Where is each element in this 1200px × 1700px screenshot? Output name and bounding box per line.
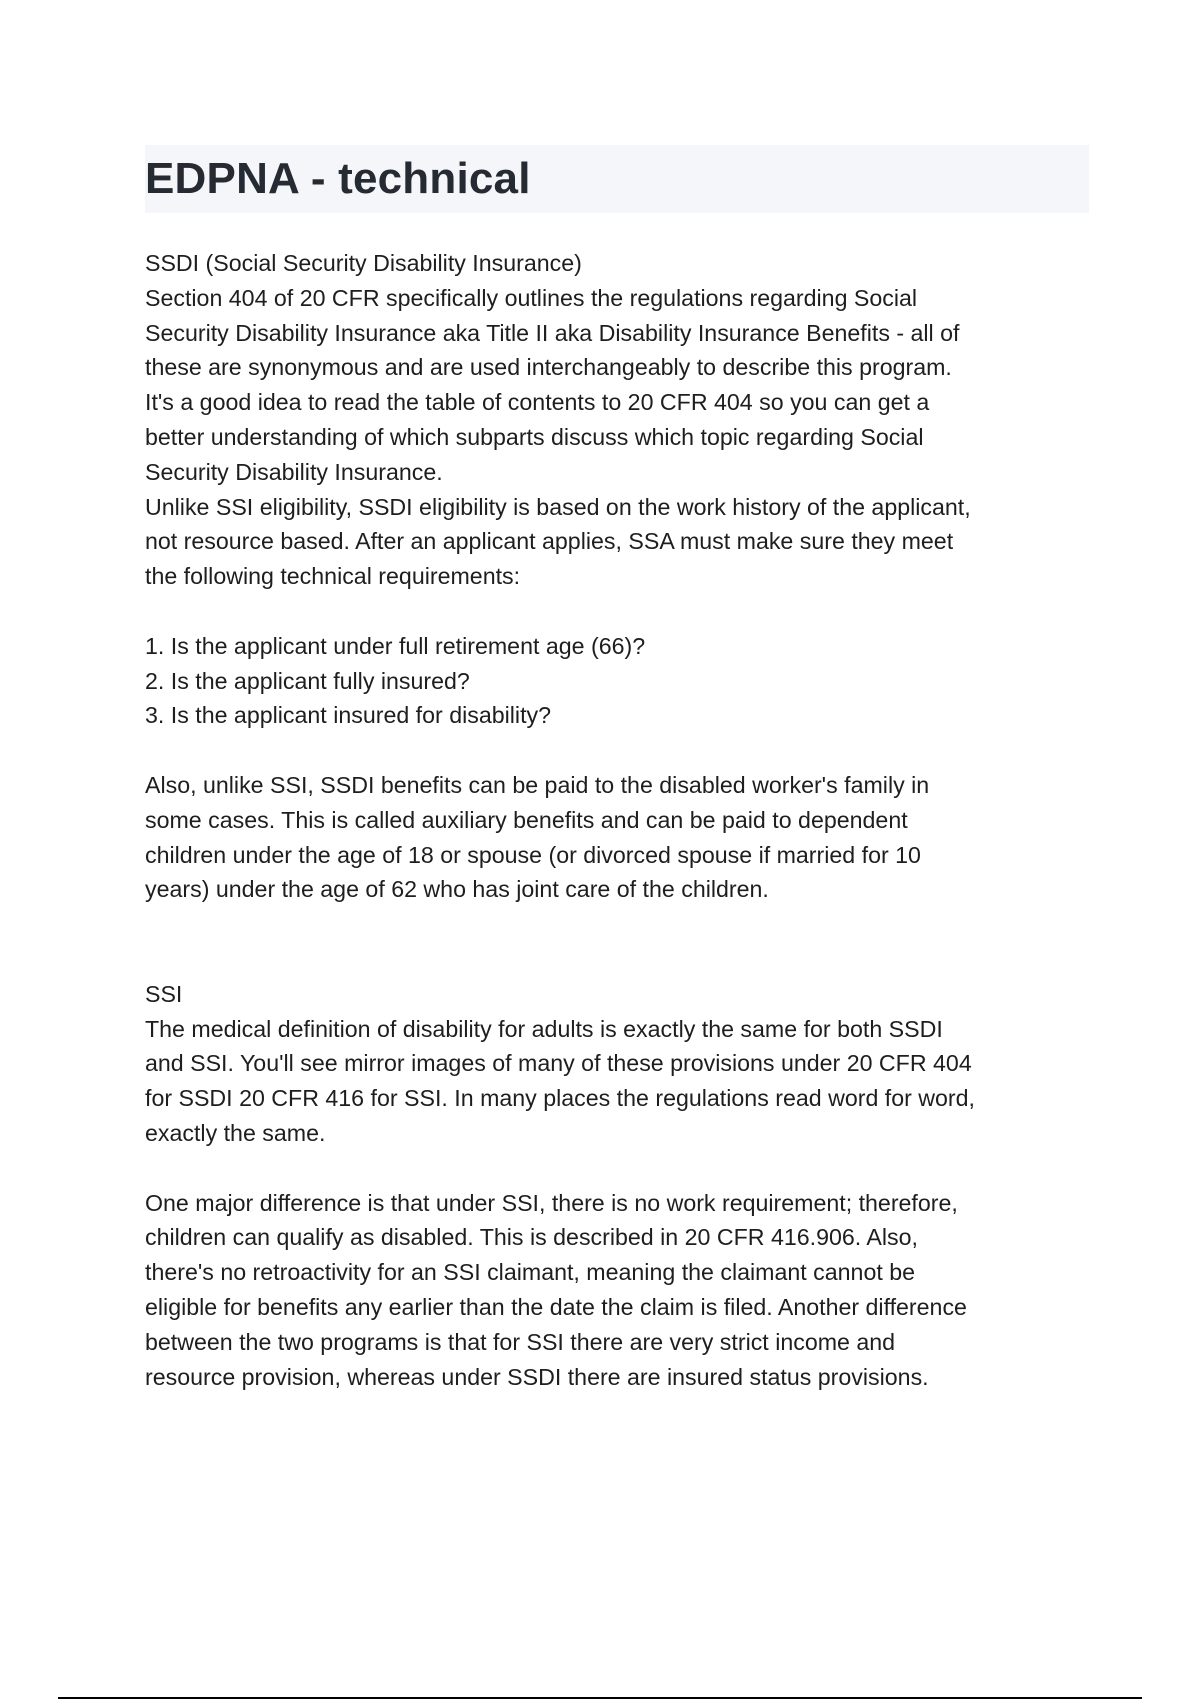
footer-divider bbox=[58, 1697, 1142, 1699]
ssdi-para1-line: Security Disability Insurance aka Title II aka Disability Insurance Benefits - all of bbox=[145, 319, 960, 346]
ssdi-para2-line: Unlike SSI eligibility, SSDI eligibility is based on the work history of the applicant, bbox=[145, 493, 971, 520]
ssdi-para1-line: better understanding of which subparts discuss which topic regarding Social bbox=[145, 423, 924, 450]
blank-lines bbox=[145, 907, 1090, 977]
ssdi-para1-line: these are synonymous and are used interchangeably to describe this program. bbox=[145, 354, 952, 381]
ssdi-para1-line: It's a good idea to read the table of contents to 20 CFR 404 so you can get a bbox=[145, 389, 930, 416]
document-body bbox=[145, 246, 1090, 1394]
ssdi-heading: SSDI (Social Security Disability Insurance) bbox=[145, 250, 582, 276]
requirement-item: 3. Is the applicant insured for disability? bbox=[145, 702, 552, 729]
ssdi-para1-line: Security Disability Insurance. bbox=[145, 458, 443, 485]
document-title: EDPNA - technical bbox=[145, 154, 531, 203]
ssi-para2-line: One major difference is that under SSI, there is no work requirement; therefore, bbox=[145, 1189, 958, 1216]
ssdi-para3-line: years) under the age of 62 who has joint care of the children. bbox=[145, 876, 769, 903]
document-page bbox=[145, 145, 1090, 1394]
ssdi-para3-line: Also, unlike SSI, SSDI benefits can be paid to the disabled worker's family in bbox=[145, 771, 930, 798]
ssi-para2-line: between the two programs is that for SSI there are very strict income and bbox=[145, 1328, 896, 1355]
ssi-para1-line: exactly the same. bbox=[145, 1119, 326, 1146]
ssi-para1-line: for SSDI 20 CFR 416 for SSI. In many places the regulations read word for word, bbox=[145, 1085, 975, 1112]
ssdi-para3-line: children under the age of 18 or spouse (or divorced spouse if married for 10 bbox=[145, 841, 921, 868]
blank-line bbox=[145, 733, 1090, 768]
requirement-item: 1. Is the applicant under full retirement age (66)? bbox=[145, 632, 646, 659]
ssi-para2-line: resource provision, whereas under SSDI there are insured status provisions. bbox=[145, 1363, 929, 1390]
ssi-para1-line: and SSI. You'll see mirror images of many of these provisions under 20 CFR 404 bbox=[145, 1050, 972, 1077]
ssi-para2-line: there's no retroactivity for an SSI claimant, meaning the claimant cannot be bbox=[145, 1259, 916, 1286]
ssi-para1-line: The medical definition of disability for adults is exactly the same for both SSDI bbox=[145, 1015, 943, 1042]
ssdi-para2-line: not resource based. After an applicant applies, SSA must make sure they meet bbox=[145, 528, 954, 555]
requirement-item: 2. Is the applicant fully insured? bbox=[145, 667, 470, 694]
ssdi-para3-line: some cases. This is called auxiliary benefits and can be paid to dependent bbox=[145, 806, 908, 833]
blank-line bbox=[145, 1151, 1090, 1186]
ssi-heading: SSI bbox=[145, 980, 183, 1007]
blank-line bbox=[145, 594, 1090, 629]
ssdi-para2-line: the following technical requirements: bbox=[145, 563, 521, 590]
ssi-para2-line: eligible for benefits any earlier than the date the claim is filed. Another difference bbox=[145, 1293, 967, 1320]
ssdi-para1-line: Section 404 of 20 CFR specifically outlines the regulations regarding Social bbox=[145, 284, 918, 311]
ssi-para2-line: children can qualify as disabled. This is described in 20 CFR 416.906. Also, bbox=[145, 1224, 918, 1251]
title-bar bbox=[145, 145, 1089, 213]
